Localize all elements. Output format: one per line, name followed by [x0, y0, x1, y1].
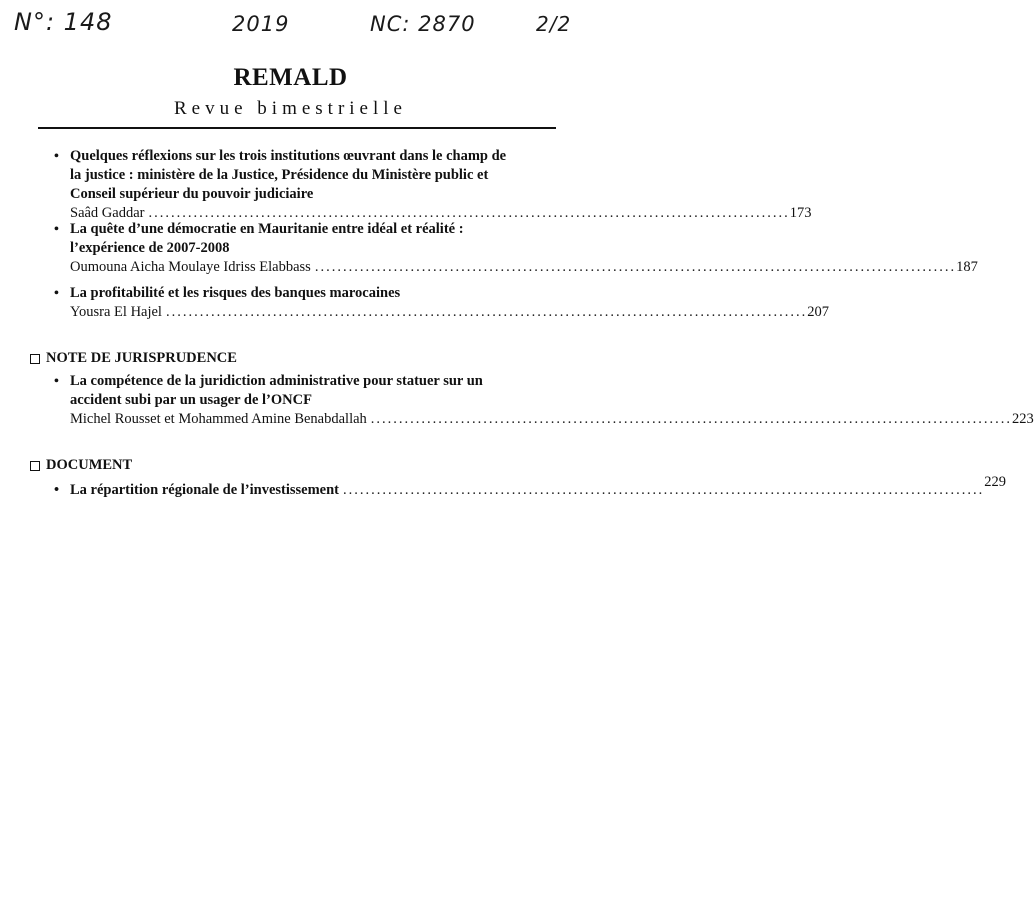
toc-entry-page: 207 — [807, 304, 829, 320]
toc-entry-title-row — [54, 474, 1007, 499]
bullet-icon: • — [54, 149, 59, 164]
leader-dots: .................................................................................................................. — [148, 205, 790, 221]
checkbox-square-icon — [30, 461, 40, 471]
checkbox-square-icon — [30, 354, 40, 364]
toc-entry-title: • Quelques réflexions sur les trois institutions œuvrant dans le champ de la justice : ministère de la Justice, Présidence du Ministère public et Conseil supérieur du pouvoir judiciaire — [54, 148, 507, 202]
toc-entry-title: • La quête d’une démocratie en Mauritanie entre idéal et réalité : l’expérience de 2007-2008 — [54, 221, 464, 256]
leader-dots: .................................................................................................................. — [165, 304, 808, 320]
toc-entry — [54, 284, 829, 321]
toc-entry-title: • La profitabilité et les risques des banques marocaines — [54, 285, 401, 301]
toc-entry-title: • La compétence de la juridiction administrative pour statuer sur un accident subi par un usager de l’ONCF — [54, 373, 483, 408]
section-heading-document: DOCUMENT — [30, 457, 132, 474]
handwritten-note-year: 2019 — [232, 12, 290, 36]
leader-dots: .................................................................................................................. — [314, 259, 957, 275]
toc-entry — [54, 147, 812, 222]
toc-entry-author-row — [54, 410, 1034, 428]
toc-entry — [54, 220, 978, 276]
handwritten-note-fraction: 2/2 — [536, 12, 572, 36]
toc-entry — [54, 474, 1007, 499]
toc-entry-page: 229 — [984, 474, 1007, 490]
leader-dots: .................................................................................................................. — [343, 482, 985, 498]
toc-entry-title: • La répartition régionale de l’investissement — [54, 482, 340, 498]
handwritten-note-number: N°: 148 — [14, 8, 113, 36]
header-divider — [38, 127, 556, 129]
journal-title: REMALD — [233, 64, 348, 91]
toc-entry-author: Saâd Gaddar — [70, 205, 145, 221]
leader-dots: .................................................................................................................. — [370, 411, 1013, 427]
bullet-icon: • — [54, 482, 60, 498]
toc-entry-author-row — [54, 303, 829, 321]
toc-entry-author: Michel Rousset et Mohammed Amine Benabdallah — [70, 411, 367, 427]
toc-entry-page: 223 — [1012, 411, 1034, 427]
bullet-icon: • — [54, 222, 59, 237]
toc-entry-author: Oumouna Aicha Moulaye Idriss Elabbass — [70, 259, 311, 275]
toc-entry — [54, 372, 1034, 428]
bullet-icon: • — [54, 286, 59, 301]
journal-subtitle: Revue bimestrielle — [174, 98, 407, 119]
section-heading-jurisprudence: NOTE DE JURISPRUDENCE — [30, 350, 237, 367]
toc-entry-author-row — [54, 258, 978, 276]
handwritten-note-nc: NC: 2870 — [370, 12, 476, 36]
toc-entry-page: 173 — [789, 205, 812, 221]
bullet-icon: • — [54, 374, 59, 389]
toc-entry-author: Yousra El Hajel — [70, 304, 162, 320]
toc-entry-page: 187 — [956, 259, 978, 275]
